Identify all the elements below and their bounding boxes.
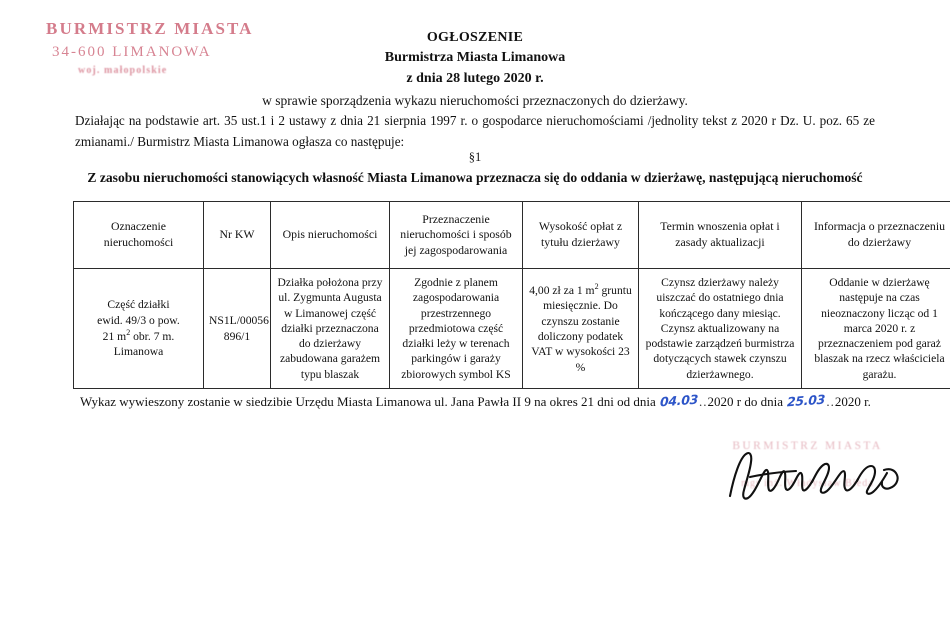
section-marker: §1 <box>468 150 482 164</box>
title-description: w sprawie sporządzenia wykazu nieruchomości przeznaczonych do dzierżawy. <box>262 92 688 108</box>
column-header-przeznaczenie: Przeznaczenie nieruchomości i sposób jej zagospodarowania <box>390 202 523 269</box>
property-table <box>73 201 950 389</box>
column-header-informacja: Informacja o przeznaczeniu do dzierżawy <box>802 202 950 269</box>
wysokosc-rate: 4,00 zł za 1 m <box>529 284 595 298</box>
stamp-line-city: 34-600 LIMANOWA <box>52 43 212 60</box>
handwritten-signature <box>724 446 904 504</box>
stamp-line-voivodeship: woj. małopolskie <box>78 65 168 77</box>
stamp-line-authority: BURMISTRZ MIASTA <box>46 19 254 38</box>
oznaczenie-line-4: Limanowa <box>113 345 164 359</box>
cell-wysokosc-oplat <box>523 269 639 389</box>
section-heading: Z zasobu nieruchomości stanowiących własność Miasta Limanowa przeznacza się do oddania w dzierżawę, następującą nieruchomość <box>87 170 863 185</box>
nr-kw-line-2: 896/1 <box>223 329 251 343</box>
nr-kw-line-1: NS1L/00056 <box>209 314 269 328</box>
cell-oznaczenie <box>74 269 204 389</box>
footer-text-after: 2020 r. <box>834 394 871 409</box>
footer-text-middle: 2020 r do dnia <box>707 394 784 409</box>
signature-stamp-authority: BURMISTRZ MIASTA <box>732 440 883 452</box>
signature-block <box>700 440 915 510</box>
column-header-oznaczenie: Oznaczenie nieruchomości <box>74 202 204 269</box>
wysokosc-rest: gruntu miesięcznie. Do czynszu zostanie doliczony podatek VAT w wysokości 23 % <box>531 284 632 374</box>
oznaczenie-superscript: 2 <box>126 328 131 338</box>
cell-przeznaczenie: Zgodnie z planem zagospodarowania przestrzennego przedmiotowa część działki leży w terenach parkingów i garaży zbiorowych symbol KS <box>390 269 523 389</box>
footer-posting-period <box>80 392 880 412</box>
handwritten-date-to: 25.03 <box>787 391 826 410</box>
column-header-termin-wnoszenia: Termin wnoszenia opłat i zasady aktualizacji <box>639 202 802 269</box>
table-row <box>74 269 950 389</box>
oznaczenie-line-3-pre: 21 m <box>102 329 127 343</box>
page-title: OGŁOSZENIE <box>426 30 524 45</box>
title-date: z dnia 28 lutego 2020 r. <box>406 70 544 86</box>
column-header-nr-kw: Nr KW <box>204 202 271 269</box>
table-header-row <box>74 202 950 269</box>
title-block <box>0 28 950 111</box>
cell-opis: Działka położona przy ul. Zygmunta Augusta w Limanowej część działki przeznaczona do dzierżawy zabudowana garażem typu blaszak <box>271 269 390 389</box>
title-subtitle: Burmistrza Miasta Limanowa <box>384 50 566 66</box>
cell-informacja: Oddanie w dzierżawę następuje na czas nieoznaczony licząc od 1 marca 2020 r. z przeznaczeniem pod garaż blaszak na rzecz właściciela garażu. <box>802 269 950 389</box>
column-header-opis: Opis nieruchomości <box>271 202 390 269</box>
intro-paragraph: Działając na podstawie art. 35 ust.1 i 2 ustawy z dnia 21 sierpnia 1997 r. o gospodarce nieruchomościami /jednolity tekst z 2020 r Dz. U. poz. 65 ze zmianami./ Burmistrz Miasta Limanowa ogłasza co następuje: <box>75 113 875 150</box>
oznaczenie-line-1: Część działki <box>107 298 170 312</box>
footer-text-before: Wykaz wywieszony zostanie w siedzibie Urzędu Miasta Limanowa ul. Jana Pawła II 9 na okres 21 dni od dnia <box>80 394 656 409</box>
signature-stamp-name: mgr inż. Władysław Bieda <box>741 478 874 489</box>
cell-nr-kw <box>204 269 271 389</box>
dotted-fill-2: .. <box>826 394 835 409</box>
property-table-wrapper <box>73 201 945 389</box>
wysokosc-superscript: 2 <box>594 282 599 292</box>
handwritten-date-from: 04.03 <box>659 391 699 410</box>
oznaczenie-line-2: ewid. 49/3 o pow. <box>97 313 180 327</box>
dotted-fill-1: .. <box>699 394 708 409</box>
cell-termin-wnoszenia: Czynsz dzierżawy należy uiszczać do ostatniego dnia kończącego dany miesiąc. Czynsz aktualizowany na podstawie zarządzeń burmistrza dotyczących stawek czynszu dzierżawnego. <box>639 269 802 389</box>
oznaczenie-line-3-post: obr. 7 m. <box>130 329 175 343</box>
column-header-wysokosc-oplat: Wysokość opłat z tytułu dzierżawy <box>523 202 639 269</box>
